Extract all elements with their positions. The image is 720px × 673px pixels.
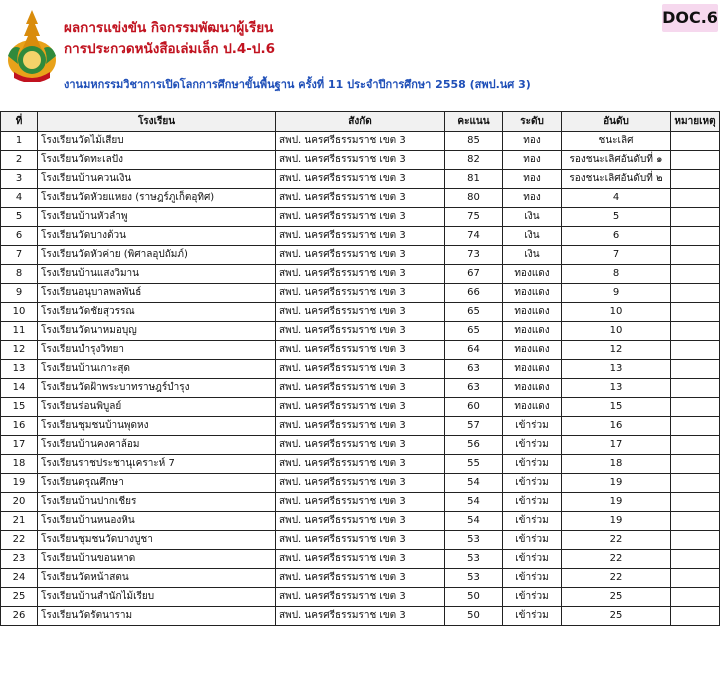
col-number-cell: 14 [1,379,38,398]
table-row [1,284,720,303]
col-number-header: ที่ [1,112,38,132]
col-number-cell: 24 [1,569,38,588]
col-score-cell: 55 [445,455,503,474]
col-number-cell: 16 [1,417,38,436]
col-rank-cell: 10 [562,322,671,341]
col-rank-cell: 22 [562,550,671,569]
results-table [0,111,720,626]
col-affiliation-cell: สพป. นครศรีธรรมราช เขต 3 [276,208,445,227]
table-row [1,607,720,626]
col-school-cell: โรงเรียนชุมชนวัดบางบูชา [38,531,276,550]
table-row [1,170,720,189]
col-school-cell: โรงเรียนอนุบาลพลพันธ์ [38,284,276,303]
col-rank-cell: 19 [562,474,671,493]
col-affiliation-cell: สพป. นครศรีธรรมราช เขต 3 [276,531,445,550]
table-row [1,493,720,512]
table-row [1,265,720,284]
col-number-cell: 22 [1,531,38,550]
col-level-cell: ทอง [503,170,562,189]
table-row [1,246,720,265]
col-number-cell: 5 [1,208,38,227]
col-school-cell: โรงเรียนบ้านควนเงิน [38,170,276,189]
col-number-cell: 23 [1,550,38,569]
col-remark-cell [671,360,720,379]
col-remark-cell [671,398,720,417]
col-affiliation-cell: สพป. นครศรีธรรมราช เขต 3 [276,569,445,588]
col-remark-cell [671,531,720,550]
col-school-cell: โรงเรียนร่อนพิบูลย์ [38,398,276,417]
col-score-cell: 54 [445,493,503,512]
table-row [1,208,720,227]
col-affiliation-cell: สพป. นครศรีธรรมราช เขต 3 [276,132,445,151]
col-affiliation-cell: สพป. นครศรีธรรมราช เขต 3 [276,246,445,265]
col-number-cell: 3 [1,170,38,189]
table-row [1,322,720,341]
col-rank-cell: 4 [562,189,671,208]
col-remark-cell [671,379,720,398]
col-level-cell: เงิน [503,227,562,246]
col-rank-cell: 5 [562,208,671,227]
col-score-cell: 54 [445,474,503,493]
col-score-cell: 81 [445,170,503,189]
col-number-cell: 17 [1,436,38,455]
col-rank-cell: 8 [562,265,671,284]
col-score-cell: 75 [445,208,503,227]
col-affiliation-cell: สพป. นครศรีธรรมราช เขต 3 [276,455,445,474]
col-number-cell: 6 [1,227,38,246]
col-rank-cell: รองชนะเลิศอันดับที่ ๑ [562,151,671,170]
col-remark-header: หมายเหตุ [671,112,720,132]
col-score-cell: 53 [445,550,503,569]
col-number-cell: 8 [1,265,38,284]
col-school-cell: โรงเรียนบ้านปากเชียร [38,493,276,512]
table-row [1,379,720,398]
col-score-header: คะแนน [445,112,503,132]
col-level-cell: ทองแดง [503,284,562,303]
col-affiliation-cell: สพป. นครศรีธรรมราช เขต 3 [276,436,445,455]
col-school-cell: โรงเรียนบำรุงวิทยา [38,341,276,360]
col-remark-cell [671,208,720,227]
col-remark-cell [671,588,720,607]
col-level-cell: เข้าร่วม [503,569,562,588]
col-level-cell: ทอง [503,189,562,208]
col-rank-cell: 7 [562,246,671,265]
col-level-cell: เข้าร่วม [503,474,562,493]
col-level-cell: ทองแดง [503,341,562,360]
school-emblem-icon [6,6,58,82]
col-school-cell: โรงเรียนวัดไม้เสียบ [38,132,276,151]
col-school-cell: โรงเรียนวัดนาหมอบุญ [38,322,276,341]
col-rank-cell: 22 [562,531,671,550]
col-school-cell: โรงเรียนบ้านหนองหิน [38,512,276,531]
col-school-cell: โรงเรียนวัดหน้าสตน [38,569,276,588]
table-body [1,132,720,626]
col-rank-cell: 18 [562,455,671,474]
col-level-cell: เงิน [503,246,562,265]
col-number-cell: 2 [1,151,38,170]
col-score-cell: 66 [445,284,503,303]
table-row [1,341,720,360]
col-remark-cell [671,341,720,360]
col-affiliation-cell: สพป. นครศรีธรรมราช เขต 3 [276,151,445,170]
col-remark-cell [671,227,720,246]
col-remark-cell [671,417,720,436]
col-number-cell: 11 [1,322,38,341]
col-remark-cell [671,322,720,341]
col-affiliation-cell: สพป. นครศรีธรรมราช เขต 3 [276,360,445,379]
col-affiliation-cell: สพป. นครศรีธรรมราช เขต 3 [276,284,445,303]
col-remark-cell [671,170,720,189]
col-rank-cell: 16 [562,417,671,436]
col-remark-cell [671,474,720,493]
col-rank-cell: 25 [562,588,671,607]
col-score-cell: 50 [445,588,503,607]
col-number-cell: 19 [1,474,38,493]
table-row [1,531,720,550]
col-remark-cell [671,132,720,151]
col-remark-cell [671,550,720,569]
col-remark-cell [671,246,720,265]
col-level-cell: เข้าร่วม [503,607,562,626]
col-level-cell: ทองแดง [503,303,562,322]
table-row [1,360,720,379]
col-level-cell: ทองแดง [503,322,562,341]
col-rank-cell: 15 [562,398,671,417]
col-rank-cell: 17 [562,436,671,455]
col-number-cell: 13 [1,360,38,379]
col-score-cell: 74 [445,227,503,246]
col-score-cell: 65 [445,322,503,341]
col-level-cell: เข้าร่วม [503,455,562,474]
col-level-header: ระดับ [503,112,562,132]
col-score-cell: 50 [445,607,503,626]
col-affiliation-cell: สพป. นครศรีธรรมราช เขต 3 [276,550,445,569]
col-affiliation-cell: สพป. นครศรีธรรมราช เขต 3 [276,398,445,417]
col-score-cell: 60 [445,398,503,417]
col-score-cell: 64 [445,341,503,360]
col-affiliation-cell: สพป. นครศรีธรรมราช เขต 3 [276,227,445,246]
col-remark-cell [671,303,720,322]
col-school-header: โรงเรียน [38,112,276,132]
col-affiliation-cell: สพป. นครศรีธรรมราช เขต 3 [276,341,445,360]
col-level-cell: เข้าร่วม [503,512,562,531]
col-number-cell: 25 [1,588,38,607]
table-row [1,436,720,455]
col-remark-cell [671,189,720,208]
col-rank-cell: ชนะเลิศ [562,132,671,151]
table-row [1,227,720,246]
col-number-cell: 20 [1,493,38,512]
table-row [1,588,720,607]
col-level-cell: ทอง [503,151,562,170]
col-score-cell: 82 [445,151,503,170]
col-level-cell: ทองแดง [503,379,562,398]
col-school-cell: โรงเรียนบ้านเกาะสุด [38,360,276,379]
col-rank-cell: 19 [562,493,671,512]
col-affiliation-cell: สพป. นครศรีธรรมราช เขต 3 [276,474,445,493]
col-rank-cell: 22 [562,569,671,588]
col-affiliation-cell: สพป. นครศรีธรรมราช เขต 3 [276,379,445,398]
col-school-cell: โรงเรียนวัดฝ้าพระบาทราษฎร์บำรุง [38,379,276,398]
col-school-cell: โรงเรียนบ้านขอนหาด [38,550,276,569]
col-number-cell: 10 [1,303,38,322]
col-score-cell: 80 [445,189,503,208]
col-school-cell: โรงเรียนดรุณศึกษา [38,474,276,493]
event-caption: งานมหกรรมวิชาการเปิดโลกการศึกษาขั้นพื้นฐาน ครั้งที่ 11 ประจำปีการศึกษา 2558 (สพป.นศ 3) [64,78,531,91]
col-remark-cell [671,265,720,284]
col-affiliation-header: สังกัด [276,112,445,132]
col-rank-cell: 25 [562,607,671,626]
col-remark-cell [671,607,720,626]
col-score-cell: 53 [445,531,503,550]
col-school-cell: โรงเรียนวัดชัยสุวรรณ [38,303,276,322]
table-row [1,151,720,170]
col-number-cell: 12 [1,341,38,360]
col-score-cell: 56 [445,436,503,455]
col-level-cell: เข้าร่วม [503,436,562,455]
col-level-cell: เข้าร่วม [503,417,562,436]
col-school-cell: โรงเรียนวัดหัวค่าย (พิศาลอุปถัมภ์) [38,246,276,265]
col-school-cell: โรงเรียนชุมชนบ้านพุดหง [38,417,276,436]
col-remark-cell [671,151,720,170]
col-school-cell: โรงเรียนวัดบางด้วน [38,227,276,246]
col-number-cell: 21 [1,512,38,531]
col-affiliation-cell: สพป. นครศรีธรรมราช เขต 3 [276,588,445,607]
col-affiliation-cell: สพป. นครศรีธรรมราช เขต 3 [276,265,445,284]
col-rank-cell: 19 [562,512,671,531]
table-row [1,569,720,588]
col-level-cell: ทองแดง [503,360,562,379]
col-school-cell: โรงเรียนบ้านสำนักไม้เรียบ [38,588,276,607]
col-remark-cell [671,455,720,474]
col-number-cell: 15 [1,398,38,417]
col-remark-cell [671,284,720,303]
table-row [1,512,720,531]
table-row [1,189,720,208]
col-affiliation-cell: สพป. นครศรีธรรมราช เขต 3 [276,417,445,436]
doc-badge: DOC.6 [662,4,718,32]
table-row [1,132,720,151]
col-rank-cell: 12 [562,341,671,360]
col-score-cell: 63 [445,379,503,398]
table-row [1,417,720,436]
col-score-cell: 63 [445,360,503,379]
col-school-cell: โรงเรียนราชประชานุเคราะห์ 7 [38,455,276,474]
col-school-cell: โรงเรียนวัดรัตนาราม [38,607,276,626]
table-row [1,550,720,569]
col-rank-header: อันดับ [562,112,671,132]
col-remark-cell [671,436,720,455]
col-level-cell: เข้าร่วม [503,531,562,550]
col-score-cell: 54 [445,512,503,531]
col-score-cell: 65 [445,303,503,322]
col-level-cell: เข้าร่วม [503,550,562,569]
col-remark-cell [671,569,720,588]
col-number-cell: 18 [1,455,38,474]
col-rank-cell: 10 [562,303,671,322]
col-score-cell: 85 [445,132,503,151]
col-score-cell: 67 [445,265,503,284]
col-number-cell: 4 [1,189,38,208]
col-rank-cell: 13 [562,360,671,379]
page-subtitle: การประกวดหนังสือเล่มเล็ก ป.4-ป.6 [64,41,275,57]
col-affiliation-cell: สพป. นครศรีธรรมราช เขต 3 [276,493,445,512]
col-level-cell: เข้าร่วม [503,588,562,607]
col-remark-cell [671,512,720,531]
col-remark-cell [671,493,720,512]
col-score-cell: 57 [445,417,503,436]
col-affiliation-cell: สพป. นครศรีธรรมราช เขต 3 [276,303,445,322]
table-row [1,474,720,493]
col-level-cell: ทองแดง [503,265,562,284]
col-affiliation-cell: สพป. นครศรีธรรมราช เขต 3 [276,322,445,341]
col-rank-cell: 6 [562,227,671,246]
col-school-cell: โรงเรียนวัดหัวยแหยง (ราษฎร์ภูเก็ตอุทิศ) [38,189,276,208]
col-number-cell: 9 [1,284,38,303]
col-score-cell: 53 [445,569,503,588]
table-header-row [1,112,720,132]
col-school-cell: โรงเรียนบ้านหัวลำพู [38,208,276,227]
col-school-cell: โรงเรียนบ้านแสงวิมาน [38,265,276,284]
col-affiliation-cell: สพป. นครศรีธรรมราช เขต 3 [276,607,445,626]
col-affiliation-cell: สพป. นครศรีธรรมราช เขต 3 [276,170,445,189]
col-rank-cell: รองชนะเลิศอันดับที่ ๒ [562,170,671,189]
col-school-cell: โรงเรียนวัดทะเลปัง [38,151,276,170]
col-rank-cell: 13 [562,379,671,398]
col-level-cell: ทอง [503,132,562,151]
col-number-cell: 26 [1,607,38,626]
page-title: ผลการแข่งขัน กิจกรรมพัฒนาผู้เรียน [64,20,274,36]
col-score-cell: 73 [445,246,503,265]
col-level-cell: ทองแดง [503,398,562,417]
col-school-cell: โรงเรียนบ้านคงคาล้อม [38,436,276,455]
col-level-cell: เข้าร่วม [503,493,562,512]
col-affiliation-cell: สพป. นครศรีธรรมราช เขต 3 [276,512,445,531]
col-number-cell: 7 [1,246,38,265]
col-level-cell: เงิน [503,208,562,227]
table-row [1,398,720,417]
table-row [1,455,720,474]
col-number-cell: 1 [1,132,38,151]
col-rank-cell: 9 [562,284,671,303]
col-affiliation-cell: สพป. นครศรีธรรมราช เขต 3 [276,189,445,208]
table-row [1,303,720,322]
